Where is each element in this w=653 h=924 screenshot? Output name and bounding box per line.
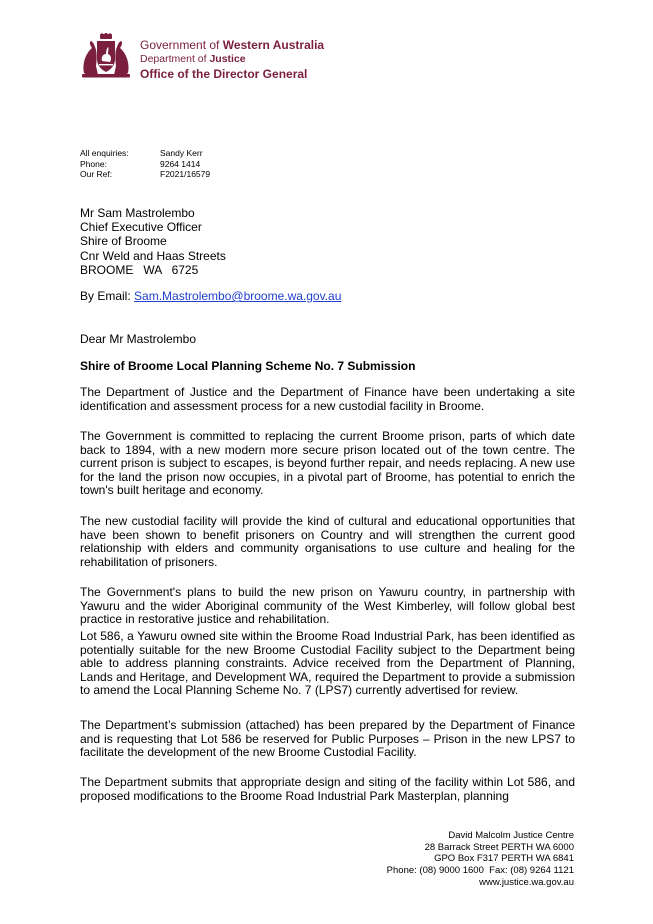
paragraph-text: The Department’s submission (attached) has been prepared by the Department of Finance and is requesting that Lot 586 be reserved for Public Purposes – Prison in the new LPS7 to facilitate the development of the new Broome Custodial Facility.: [80, 718, 575, 760]
address-line: BROOME WA 6725: [80, 262, 199, 277]
paragraph-text: The Department submits that appropriate design and siting of the facility within Lot 586, and proposed modifications to the Broome Road Industrial Park Masterplan, planning: [80, 775, 575, 803]
address-line: Chief Executive Officer: [80, 220, 202, 235]
body-paragraph: [80, 386, 575, 413]
body-paragraph: [80, 586, 575, 627]
body-paragraph: [80, 515, 575, 569]
enquiry-label: Phone:: [80, 158, 107, 169]
address-line: Cnr Weld and Haas Streets: [80, 248, 226, 263]
enquiry-label: All enquiries:: [80, 148, 129, 158]
wa-coat-of-arms-icon: [78, 33, 134, 79]
enquiry-row: [80, 148, 210, 159]
enquiries-block: [80, 148, 210, 180]
org-line-1: Government of: [140, 38, 223, 52]
address-line: Shire of Broome: [80, 234, 167, 249]
body-paragraph: [80, 630, 575, 698]
footer-website: www.justice.wa.gov.au: [479, 876, 574, 888]
subject-heading: Shire of Broome Local Planning Scheme No. 7 Submission: [80, 359, 416, 373]
enquiry-value: 9264 1414: [160, 158, 201, 169]
recipient-address: [80, 206, 226, 277]
footer-address: [387, 830, 574, 889]
enquiry-row: [80, 169, 210, 180]
enquiry-value: F2021/16579: [160, 169, 211, 179]
address-line: Mr Sam Mastrolembo: [80, 206, 195, 220]
enquiry-value: Sandy Kerr: [160, 148, 203, 158]
org-office: Office of the Director General: [140, 67, 308, 81]
paragraph-text: The Government's plans to build the new prison on Yawuru country, in partnership with Yawuru and the wider Aboriginal community of the West Kimberley, will follow global best practice in restorative justice and rehabilitation.: [80, 585, 575, 627]
organisation-name: [140, 38, 324, 81]
org-line-1-bold: Western Australia: [222, 38, 325, 52]
paragraph-text: Lot 586, a Yawuru owned site within the Broome Road Industrial Park, has been identified as potentially suitable for the new Broome Custodial Facility subject to the Department being able to address planning constraints. Advice received from the Department of Planning, Lands and Heritage, and Development WA, required the Department to provide a submission to amend the Local Planning Scheme No. 7 (LPS7) currently advertised for review.: [80, 629, 575, 698]
footer-line: 28 Barrack Street PERTH WA 6000: [424, 841, 574, 853]
footer-line: David Malcolm Justice Centre: [448, 830, 574, 841]
body-paragraph: [80, 719, 575, 760]
enquiry-row: [80, 159, 210, 170]
enquiry-label: Our Ref:: [80, 169, 113, 179]
body-paragraph: [80, 430, 575, 498]
salutation: Dear Mr Mastrolembo: [80, 332, 197, 346]
email-line: [80, 289, 341, 303]
footer-line: Phone: (08) 9000 1600 Fax: (08) 9264 1121: [386, 865, 574, 877]
org-line-2: Department of: [140, 53, 210, 65]
paragraph-text: The Department of Justice and the Department of Finance have been undertaking a site identification and assessment process for a new custodial facility in Broome.: [80, 385, 575, 413]
paragraph-text: The new custodial facility will provide the kind of cultural and educational opportunities that have been shown to benefit prisoners on Country and will strengthen the current good relationship with elders and community organisations to use culture and healing for the rehabilitation of prisoners.: [80, 514, 575, 569]
email-label: By Email:: [80, 289, 135, 303]
email-link[interactable]: Sam.Mastrolembo@broome.wa.gov.au: [134, 289, 342, 303]
org-line-2-bold: Justice: [209, 53, 246, 65]
body-paragraph: [80, 776, 575, 803]
footer-line: GPO Box F317 PERTH WA 6841: [434, 853, 574, 865]
paragraph-text: The Government is committed to replacing the current Broome prison, parts of which date back to 1894, with a new modern more secure prison located out of the town centre. The current prison is subject to escapes, is beyond further repair, and needs replacing. A new use for the land the prison now occupies, in a pivotal part of Broome, has potential to enrich the town's built heritage and economy.: [80, 429, 575, 498]
